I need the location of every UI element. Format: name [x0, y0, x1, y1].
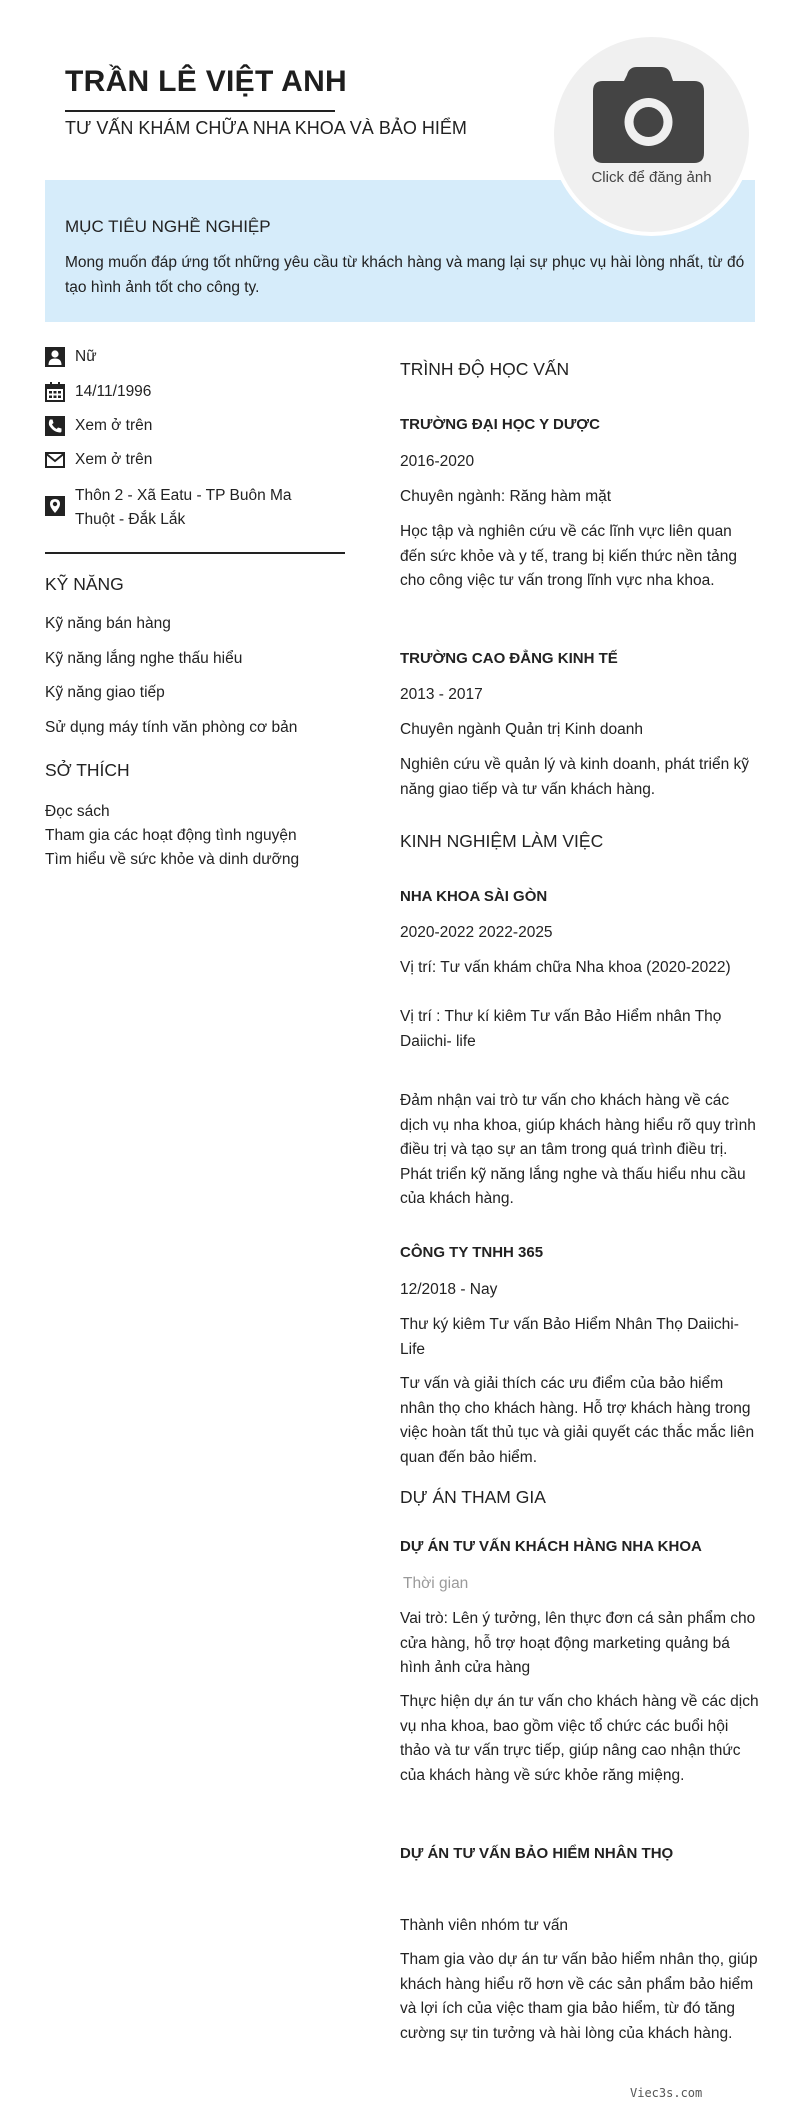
skill-item: Kỹ năng giao tiếp — [45, 684, 165, 701]
education-school: TRƯỜNG CAO ĐẲNG KINH TẾ — [400, 650, 618, 667]
birthday-value: 14/11/1996 — [75, 383, 152, 400]
experience-position: Vị trí: Tư vấn khám chữa Nha khoa (2020-2022) — [400, 959, 731, 976]
experience-time: 12/2018 - Nay — [400, 1281, 498, 1298]
gender-value: Nữ — [75, 348, 97, 365]
left-divider — [45, 552, 345, 554]
contact-gender — [45, 345, 345, 369]
experience-desc: Tư vấn và giải thích các ưu điểm của bảo hiểm nhân thọ cho khách hàng. Hỗ trợ khách hàng trong việc hoàn tất thủ tục và giải quyết các thắc mắc liên quan đến bảo hiểm. — [400, 1375, 755, 1466]
education-title: TRÌNH ĐỘ HỌC VẤN — [400, 359, 570, 379]
envelope-icon — [45, 450, 65, 470]
education-desc: Nghiên cứu về quản lý và kinh doanh, phát triển kỹ năng giao tiếp và tư vấn khách hàng. — [400, 756, 750, 798]
project-desc: Thực hiện dự án tư vấn cho khách hàng về các dịch vụ nha khoa, bao gồm việc tổ chức các buổi hội thảo và tư vấn trực tiếp, giúp nâng cao nhận thức của khách hàng về sức khỏe răng miệng. — [400, 1693, 759, 1784]
experience-desc: Đảm nhận vai trò tư vấn cho khách hàng về các dịch vụ nha khoa, giúp khách hàng hiểu rõ quy trình điều trị và tạo sự an tâm trong quá trình điều trị. Phát triển kỹ năng lắng nghe và thấu hiểu nhu cầu của khách hàng. — [400, 1092, 756, 1207]
project-role: Vai trò: Lên ý tưởng, lên thực đơn cá sản phẩm cho cửa hàng, hỗ trợ hoạt động marketing quảng bá hình ảnh cửa hàng — [400, 1610, 756, 1676]
contact-address — [45, 484, 335, 532]
education-school: TRƯỜNG ĐẠI HỌC Y DƯỢC — [400, 416, 600, 433]
hobby-item: Đọc sách — [45, 803, 110, 820]
phone-icon — [45, 416, 65, 436]
education-major: Chuyên ngành Quản trị Kinh doanh — [400, 721, 644, 738]
projects-title: DỰ ÁN THAM GIA — [400, 1487, 546, 1507]
cv-name: TRẦN LÊ VIỆT ANH — [65, 65, 348, 98]
project-desc: Tham gia vào dự án tư vấn bảo hiểm nhân thọ, giúp khách hàng hiểu rõ hơn về các sản phẩm bảo hiểm và lợi ích của việc tham gia bảo hiểm, từ đó tăng cường sự tin tưởng và hài lòng của khách hàng. — [400, 1951, 758, 2042]
education-desc: Học tập và nghiên cứu về các lĩnh vực liên quan đến sức khỏe và y tế, trang bị kiến thức nền tảng cho công việc tư vấn trong lĩnh vực nha khoa. — [400, 523, 737, 589]
experience-company: NHA KHOA SÀI GÒN — [400, 888, 548, 905]
project-name: DỰ ÁN TƯ VẤN KHÁCH HÀNG NHA KHOA — [400, 1538, 702, 1555]
hobbies-title: SỞ THÍCH — [45, 760, 130, 780]
map-pin-icon — [45, 496, 65, 516]
cv-page — [45, 0, 759, 2108]
objective-title: MỤC TIÊU NGHỀ NGHIỆP — [65, 217, 271, 236]
education-time: 2013 - 2017 — [400, 686, 483, 703]
footer-watermark: Viec3s.com — [630, 2086, 703, 2100]
contact-birthday — [45, 380, 345, 404]
skills-title: KỸ NĂNG — [45, 574, 124, 594]
photo-upload[interactable] — [550, 33, 753, 236]
email-value: Xem ở trên — [75, 451, 153, 468]
experience-company: CÔNG TY TNHH 365 — [400, 1244, 544, 1261]
experience-position: Thư ký kiêm Tư vấn Bảo Hiểm Nhân Thọ Daiichi-Life — [400, 1316, 739, 1358]
education-time: 2016-2020 — [400, 453, 475, 470]
calendar-icon — [45, 382, 65, 402]
user-icon — [45, 347, 65, 367]
hobby-item: Tìm hiểu về sức khỏe và dinh dưỡng — [45, 851, 300, 868]
experience-title: KINH NGHIỆM LÀM VIỆC — [400, 831, 604, 851]
contact-phone — [45, 414, 345, 438]
experience-position: Vị trí : Thư kí kiêm Tư vấn Bảo Hiểm nhân Thọ Daiichi- life — [400, 1008, 722, 1050]
objective-text: Mong muốn đáp ứng tốt những yêu cầu từ khách hàng và mang lại sự phục vụ hài lòng nhất, từ đó tạo hình ảnh tốt cho công ty. — [65, 254, 745, 296]
skill-item: Sử dụng máy tính văn phòng cơ bản — [45, 719, 298, 736]
photo-caption: Click để đăng ảnh — [591, 169, 712, 186]
name-underline — [65, 110, 335, 112]
skill-item: Kỹ năng bán hàng — [45, 615, 171, 632]
camera-icon — [591, 65, 706, 165]
contact-email — [45, 448, 345, 472]
project-name: DỰ ÁN TƯ VẤN BẢO HIỂM NHÂN THỌ — [400, 1845, 674, 1862]
project-role: Thành viên nhóm tư vấn — [400, 1917, 569, 1934]
hobby-item: Tham gia các hoạt động tình nguyện — [45, 827, 297, 844]
address-value: Thôn 2 - Xã Eatu - TP Buôn Ma Thuột - Đắk Lắk — [75, 487, 292, 528]
education-major: Chuyên ngành: Răng hàm mặt — [400, 488, 612, 505]
phone-value: Xem ở trên — [75, 417, 153, 434]
skill-item: Kỹ năng lắng nghe thấu hiểu — [45, 650, 243, 667]
job-title: TƯ VẤN KHÁM CHỮA NHA KHOA VÀ BẢO HIỂM — [65, 118, 467, 138]
project-time-placeholder[interactable]: Thời gian — [403, 1575, 469, 1592]
experience-time: 2020-2022 2022-2025 — [400, 924, 553, 941]
